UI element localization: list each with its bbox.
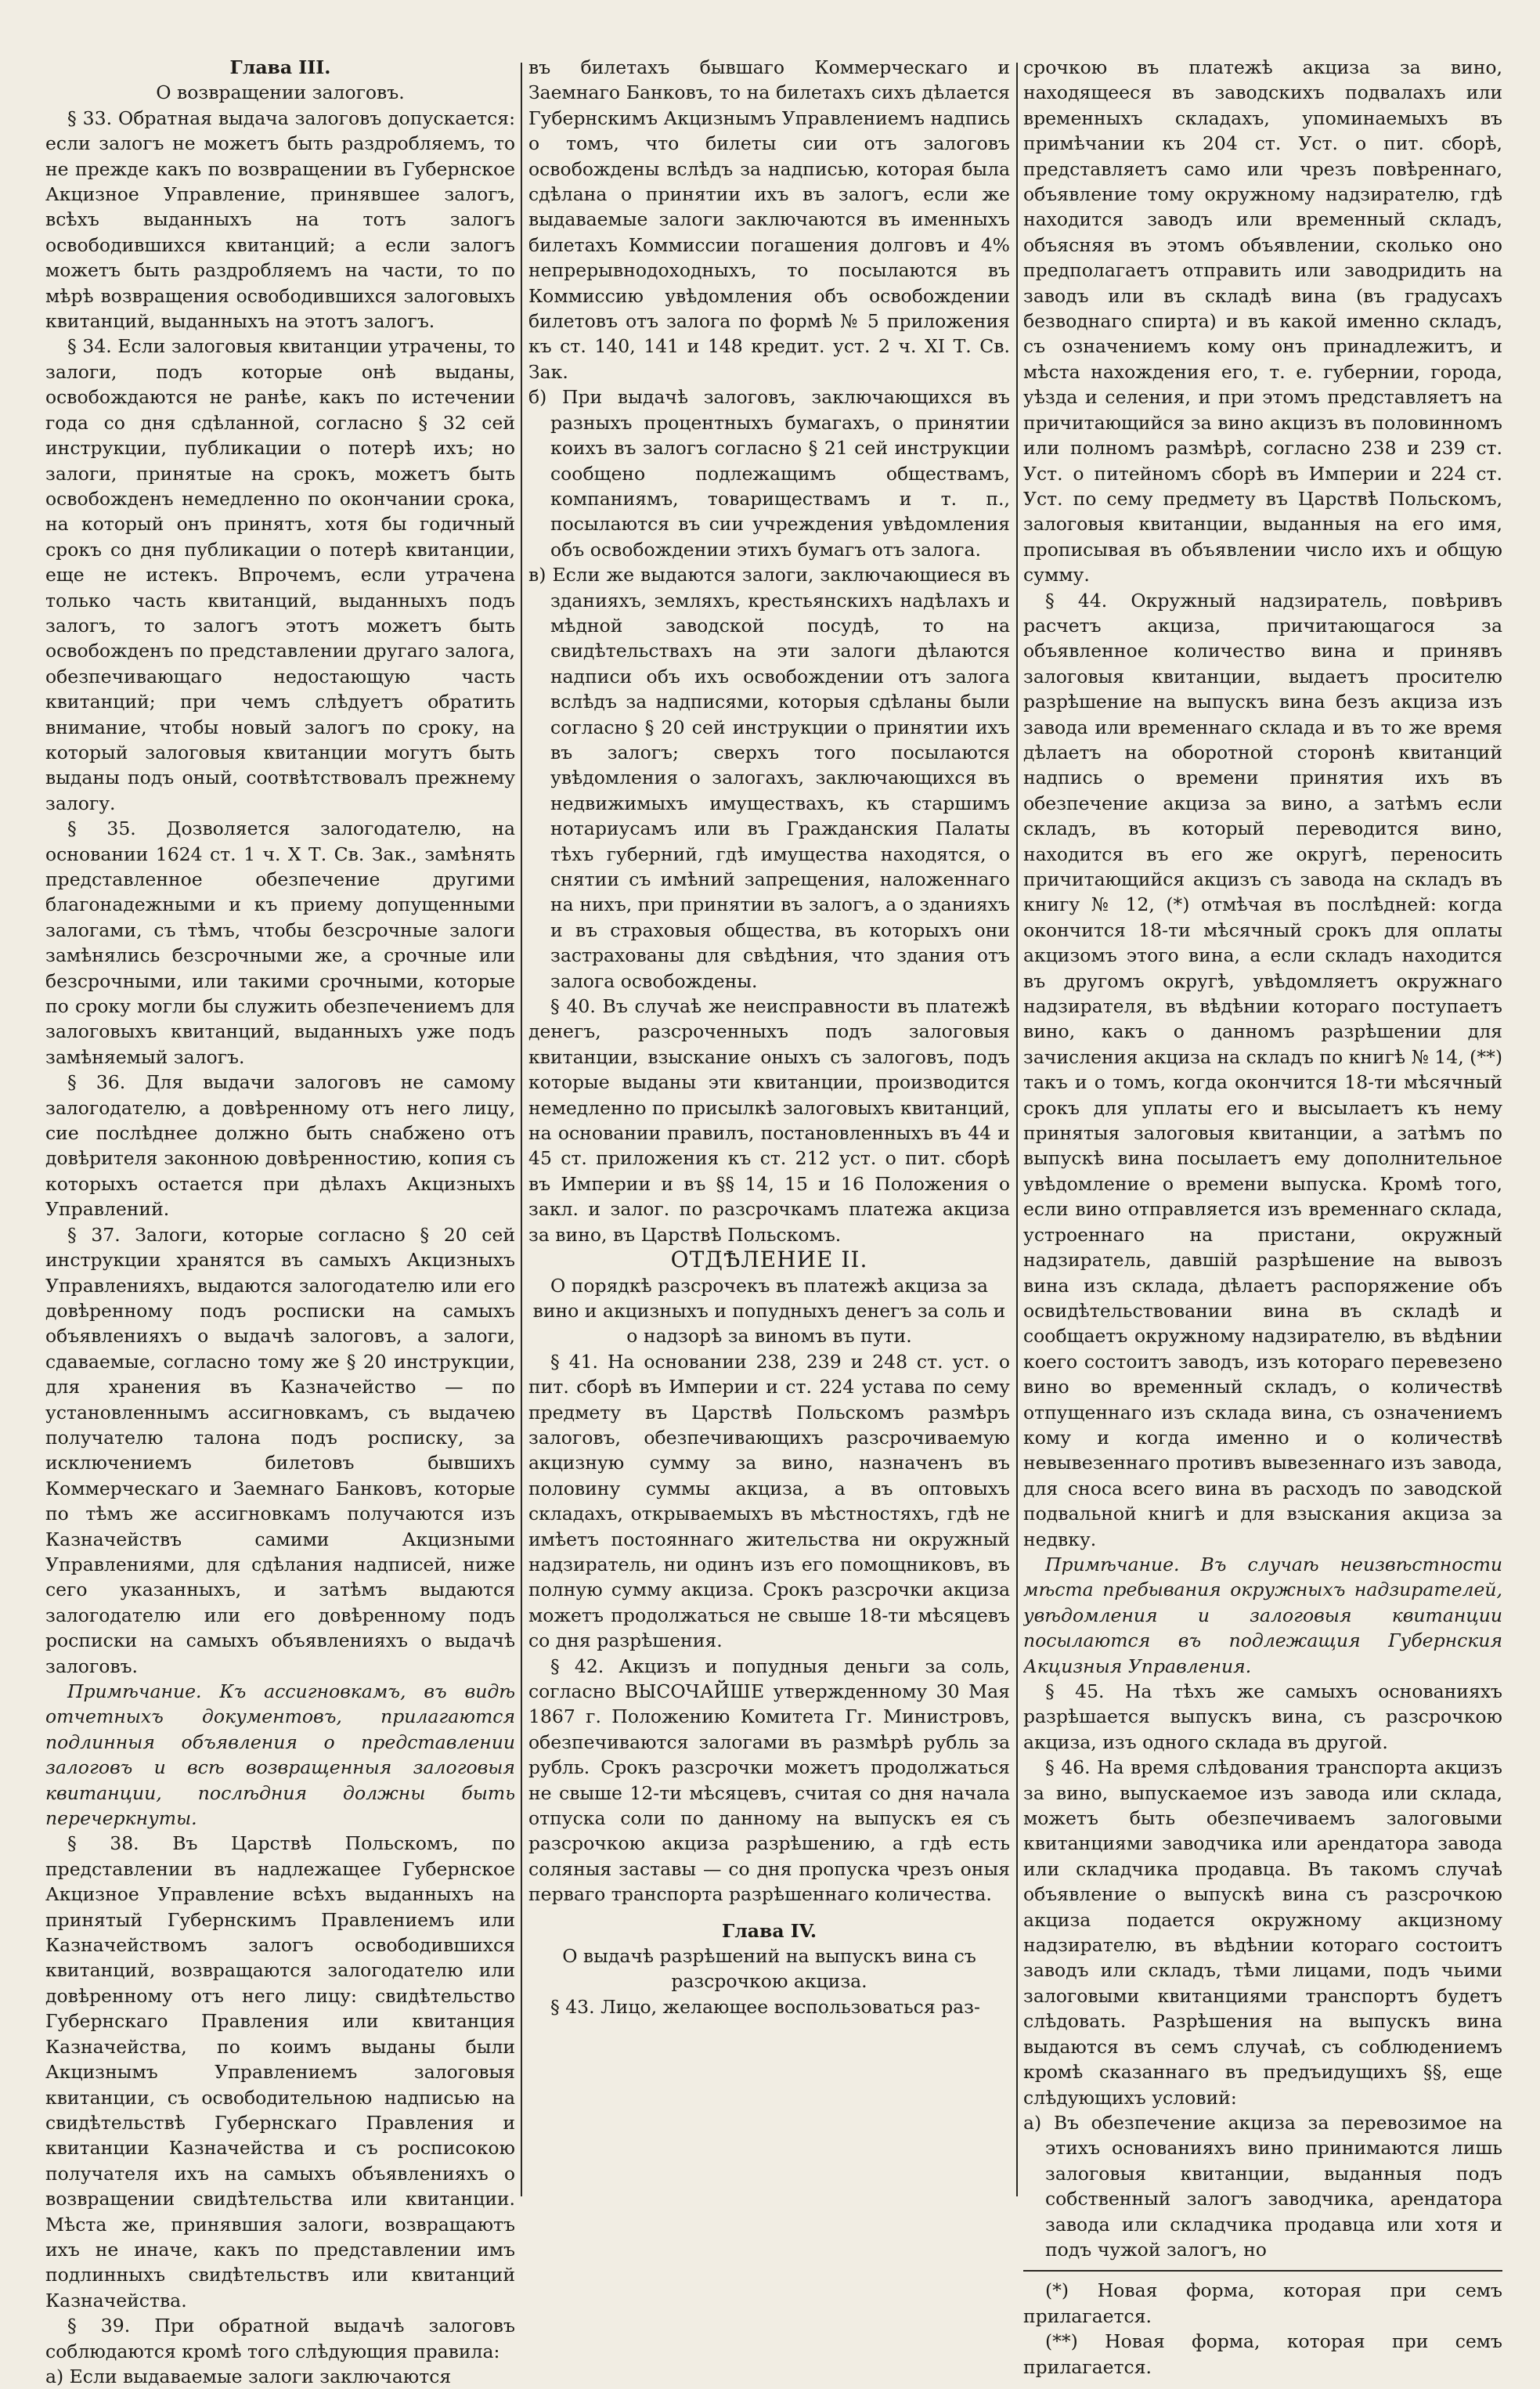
paragraph: срочкою въ платежѣ акциза за вино, находящееся въ заводскихъ подвалахъ или временныхъ складахъ, упоминаемыхъ въ примѣчании къ 204 ст. Уст. о пит. сборѣ, представляетъ само или чрезъ повѣреннаго, объявление тому окружному надзирателю, гдѣ находится заводъ или временный складъ, объясняя въ этомъ объявлении, сколько оно предполагаетъ отправить или заводридить на заводъ или въ складѣ вина (въ градусахъ безводнаго спирта) и въ какой именно складъ, съ означениемъ кому онъ принадлежитъ, и мѣста нахождения его, т. е. губернии, города, уѣзда и селения, и при этомъ представляетъ на причитающийся за вино акцизъ въ половинномъ или полномъ размѣрѣ, согласно 238 и 239 ст. Уст. о питейномъ сборѣ въ Империи и 224 ст. Уст. по сему предмету въ Царствѣ Польскомъ, залоговыя квитанции, выданныя на его имя, прописывая въ объявлении число ихъ и общую сумму. — [1023, 56, 1502, 586]
paragraph: въ билетахъ бывшаго Коммерческаго и Заемнаго Банковъ, то на билетахъ сихъ дѣлается Губернскимъ Акцизнымъ Управлениемъ надпись о томъ, что билеты сии отъ залоговъ освобождены вслѣдъ за надписью, которая была сдѣлана о принятии ихъ въ залогъ, если же выдаваемые залоги заключаются въ именныхъ билетахъ Коммиссии погашения долговъ и 4% непрерывнодоходныхъ, то посылаются въ Коммиссию увѣдомления объ освобождении билетовъ отъ залога по формѣ № 5 приложения къ ст. 140, 141 и 148 кредит. уст. 2 ч. XI Т. Св. Зак. — [528, 56, 1010, 383]
paragraph: § 35. Дозволяется залогодателю, на основании 1624 ст. 1 ч. X Т. Св. Зак., замѣнять представленное обезпечение другими благонадежными и къ приему допущенными залогами, съ тѣмъ, чтобы безсрочные залоги замѣнялись безсрочными же, а срочные или безсрочными, или такими срочными, которые по сроку могли бы служить обезпечениемъ для залоговыхъ квитанций, выданныхъ уже подъ замѣняемый залогъ. — [45, 817, 515, 1068]
footnote: (**) Новая форма, которая при семъ прилагается. — [1023, 2330, 1502, 2378]
chapter-subtitle: О возвращении залоговъ. — [156, 81, 405, 104]
note-paragraph: Примѣчание. Въ случаѣ неизвѣстности мѣста пребывания окружныхъ надзирателей, увѣдомления и залоговыя квитанции посылаются въ подлежащия Губернския Акцизныя Управления. — [1023, 1553, 1502, 1677]
chapter-subtitle: О выдачѣ разрѣшений на выпускъ вина съ разсрочкою акциза. — [562, 1945, 976, 1993]
paragraph: § 34. Если залоговыя квитанции утрачены, то залоги, подъ которые онѣ выданы, освобождаются не ранѣе, какъ по истечении года со дня сдѣланной, согласно § 32 сей инструкции, публикации о потерѣ ихъ; но залоги, принятые на срокъ, можетъ быть освобожденъ немедленно по окончании срока, на который онъ принятъ, хотя бы годичный срокъ со дня публикации о потерѣ квитанции, еще не истекъ. Впрочемъ, если утрачена только часть квитанций, выданныхъ подъ залогъ, то залогъ этотъ можетъ быть освобожденъ по представлении другаго залога, обезпечивающаго недостающую часть квитанций; при чемъ слѣдуетъ обратить внимание, чтобы новый залогъ по сроку, на который залоговыя квитанции могутъ быть выданы подъ оный, соотвѣтствовалъ прежнему залогу. — [45, 335, 515, 814]
paragraph: § 38. Въ Царствѣ Польскомъ, по представлении въ надлежащее Губернское Акцизное Управление всѣхъ выданныхъ на принятый Губернскимъ Правлениемъ или Казначействомъ залогъ освободившихся квитанций, возвращаются залогодателю или довѣренному отъ него лицу: свидѣтельство Губернскаго Правления или квитанция Казначейства, по коимъ выданы были Акцизнымъ Управлениемъ залоговыя квитанции, съ освободительною надписью на свидѣтельствѣ Губернскаго Правления и квитанции Казначейства и съ росписокою получателя ихъ на самыхъ объявленияхъ о возвращении свидѣтельства или квитанции. Мѣста же, принявшия залоги, возвращаютъ ихъ не иначе, какъ по представлении имъ подлинныхъ свидѣтельствъ или квитанций Казначейства. — [45, 1832, 515, 2311]
list-item: в) Если же выдаются залоги, заключающиеся въ зданияхъ, земляхъ, крестьянскихъ надѣлахъ и мѣдной заводской посудѣ, то на свидѣтельствахъ на эти залоги дѣлаются надписи объ ихъ освобождении отъ залога вслѣдъ за надписями, которыя сдѣланы были согласно § 20 сей инструкции о принятии ихъ въ залогъ; сверхъ того посылаются увѣдомления о залогахъ, заключающихся въ недвижимыхъ имуществахъ, къ старшимъ нотариусамъ или въ Гражданския Палаты тѣхъ губерний, гдѣ имущества находятся, о снятии съ имѣний запрещения, наложеннаго на нихъ, при принятии въ залогъ, а о зданияхъ и въ страховыя общества, въ которыхъ они застрахованы для свѣдѣния, что здания отъ залога освобождены. — [528, 564, 1010, 992]
paragraph: § 44. Окружный надзиратель, повѣривъ расчетъ акциза, причитающагося за объявленное количество вина и принявъ залоговыя квитанции, выдаетъ просителю разрѣшение на выпускъ вина безъ акциза изъ завода или временнаго склада и въ то же время дѣлаетъ на оборотной сторонѣ квитанций надпись о времени принятия ихъ въ обезпечение акциза за вино, а затѣмъ если складъ, въ который переводится вино, находится въ его же округѣ, переносить причитающийся акцизъ съ завода на складъ въ книгу № 12, (*) отмѣчая въ послѣдней: когда окончится 18-ти мѣсячный срокъ для оплаты акцизомъ этого вина, а если складъ находится въ другомъ округѣ, увѣдомляетъ окружнаго надзирателя, въ вѣдѣнии котораго поступаетъ вино, какъ о данномъ разрѣшении для зачисления акциза на складъ по книгѣ № 14, (**) такъ и о томъ, когда окончится 18-ти мѣсячный срокъ для уплаты его и высылаетъ къ нему принятыя залоговыя квитанции, а затѣмъ по выпускѣ вина посылаетъ ему дополнительное увѣдомление о времени выпуска. Кромѣ того, если вино отправляется изъ временнаго склада, устроеннаго на пристани, окружный надзиратель, давшій разрѣшение на вывозъ вина изъ склада, дѣлаетъ распоряжение объ освидѣтельствовании вина въ складѣ и сообщаетъ окружному надзирателю, въ вѣдѣнии коего состоитъ заводъ, изъ котораго перевезено вино во временный складъ, о количествѣ отпущеннаго изъ склада вина, съ означениемъ кому и когда именно и о количествѣ невывезеннаго противъ вывезеннаго изъ завода, для сноса всего вина въ расходъ по заводской подвальной книгѣ и для взыскания акциза за недвку. — [1023, 589, 1502, 1550]
paragraph: § 42. Акцизъ и попудныя деньги за соль, согласно ВЫСОЧАЙШЕ утвержденному 30 Мая 1867 г. Положению Комитета Гг. Министровъ, обезпечиваются залогами въ размѣрѣ рубль за рубль. Срокъ разсрочки можетъ продолжаться не свыше 12-ти мѣсяцевъ, считая со дня начала отпуска соли по данному на выпускъ ея съ разсрочкою акциза разрѣшению, а гдѣ есть соляныя заставы — со дня пропуска чрезъ оныя перваго транспорта разрѣшеннаго количества. — [528, 1655, 1010, 1906]
list-item: б) При выдачѣ залоговъ, заключающихся въ разныхъ процентныхъ бумагахъ, о принятии коихъ въ залогъ согласно § 21 сей инструкции сообщено подлежащимъ обществамъ, компаниямъ, товариществамъ и т. п., посылаются въ сии учреждения увѣдомления объ освобождении этихъ бумагъ отъ залога. — [528, 386, 1010, 561]
footnote: (*) Новая форма, которая при семъ прилагается. — [1023, 2279, 1502, 2327]
paragraph: § 33. Обратная выдача залоговъ допускается: если залогъ не можетъ быть раздробляемъ, то не прежде какъ по возвращении въ Губернское Акцизное Управление, принявшее залогъ, всѣхъ выданныхъ на тотъ залогъ освободившихся квитанций; а если залогъ можетъ быть раздробляемъ на части, то по мѣрѣ возвращения освободившихся залоговыхъ квитанций, выданныхъ на этотъ залогъ. — [45, 106, 515, 333]
paragraph: § 36. Для выдачи залоговъ не самому залогодателю, а довѣренному отъ него лицу, сие послѣднее должно быть снабжено отъ довѣрителя законною довѣренностию, копия съ которыхъ остается при дѣлахъ Акцизныхъ Управлений. — [45, 1071, 515, 1221]
column-divider — [1016, 63, 1018, 2196]
column-middle — [528, 55, 1010, 2019]
list-item: а) Въ обезпечение акциза за перевозимое на этихъ основанияхъ вино принимаются лишь залоговыя квитанции, выданныя подъ собственный залогъ заводчика, арендатора завода или складчика продавца или хотя и подъ чужой залогъ, но — [1023, 2111, 1502, 2261]
column-divider — [521, 63, 522, 2196]
paragraph: § 43. Лицо, желающее воспользоваться раз- — [550, 1995, 980, 2018]
section-subtitle: О порядкѣ разсрочекъ въ платежѣ акциза за вино и акцизныхъ и попудныхъ денегъ за соль и о надзорѣ за виномъ въ пути. — [532, 1274, 1006, 1348]
column-left — [45, 55, 515, 2389]
note-paragraph: Примѣчание. Къ ассигновкамъ, въ видѣ отчетныхъ документовъ, прилагаются подлинныя объявления о представлении залоговъ и всѣ возвращенныя залоговыя квитанции, послѣдния должны быть перечеркнуты. — [45, 1680, 515, 1830]
paragraph: § 41. На основании 238, 239 и 248 ст. уст. о пит. сборѣ въ Империи и ст. 224 устава по сему предмету въ Царствѣ Польскомъ размѣръ залоговъ, обезпечивающихъ разсрочиваемую акцизную сумму за вино, назначенъ въ половину суммы акциза, а въ оптовыхъ складахъ, открываемыхъ въ мѣстностяхъ, гдѣ не имѣетъ постояннаго жительства ни окружный надзиратель, ни одинъ изъ его помощниковъ, въ полную сумму акциза. Срокъ разсрочки акциза можетъ продолжаться не свыше 18-ти мѣсяцевъ со дня разрѣшения. — [528, 1350, 1010, 1652]
paragraph: а) Если выдаваемые залоги заключаются — [45, 2365, 452, 2387]
chapter-title: Глава III. — [229, 56, 331, 78]
paragraph: § 40. Въ случаѣ же неисправности въ платежѣ денегъ, разсроченныхъ подъ залоговыя квитанции, взыскание оныхъ съ залоговъ, подъ которые выданы эти квитанции, производится немедленно по присылкѣ залоговыхъ квитанций, на основании правилъ, постановленныхъ въ 44 и 45 ст. приложения къ ст. 212 уст. о пит. сборѣ въ Империи и въ §§ 14, 15 и 16 Положения о закл. и залог. по разсрочкамъ платежа акциза за вино, въ Царствѣ Польскомъ. — [528, 995, 1010, 1246]
paragraph: § 37. Залоги, которые согласно § 20 сей инструкции хранятся въ самыхъ Акцизныхъ Управленияхъ, выдаются залогодателю или его довѣренному подъ росписки на самыхъ объявленияхъ о выдачѣ залоговъ, а залоги, сдаваемые, согласно тому же § 20 инструкции, для хранения въ Казначейство — по установленнымъ ассигновкамъ, съ выдачею получателю талона подъ росписку, за исключениемъ билетовъ бывшихъ Коммерческаго и Заемнаго Банковъ, которые по тѣмъ же ассигновкамъ получаются изъ Казначействъ самими Акцизными Управлениями, для сдѣлания надписей, ниже сего указанныхъ, и затѣмъ выдаются залогодателю или его довѣренному подъ росписки на самыхъ объявленияхъ о выдачѣ залоговъ. — [45, 1223, 515, 1677]
paragraph: § 39. При обратной выдачѣ залоговъ соблюдаются кромѣ того слѣдующия правила: — [45, 2315, 515, 2362]
chapter-title: Глава IV. — [721, 1919, 817, 1942]
footnotes — [1023, 2270, 1502, 2380]
paragraph: § 45. На тѣхъ же самыхъ основанияхъ разрѣшается выпускъ вина, съ разсрочкою акциза, изъ одного склада въ другой. — [1023, 1680, 1502, 1753]
column-right — [1023, 55, 1502, 2380]
paragraph: § 46. На время слѣдования транспорта акцизъ за вино, выпускаемое изъ завода или склада, можетъ быть обезпечиваемъ залоговыми квитанциями заводчика или арендатора завода или складчика продавца. Въ такомъ случаѣ объявление о выпускѣ вина съ разсрочкою акциза подается окружному акцизному надзирателю, въ вѣдѣнии котораго состоитъ заводъ или складъ, тѣми лицами, подъ чьими залоговыми квитанциями транспортъ будетъ слѣдовать. Разрѣшения на выпускъ вина выдаются въ семъ случаѣ, съ соблюдениемъ кромѣ сказаннаго въ предъидущихъ §§, еще слѣдующихъ условий: — [1023, 1756, 1502, 2109]
section-title: ОТДѢЛЕНИЕ II. — [670, 1247, 868, 1273]
